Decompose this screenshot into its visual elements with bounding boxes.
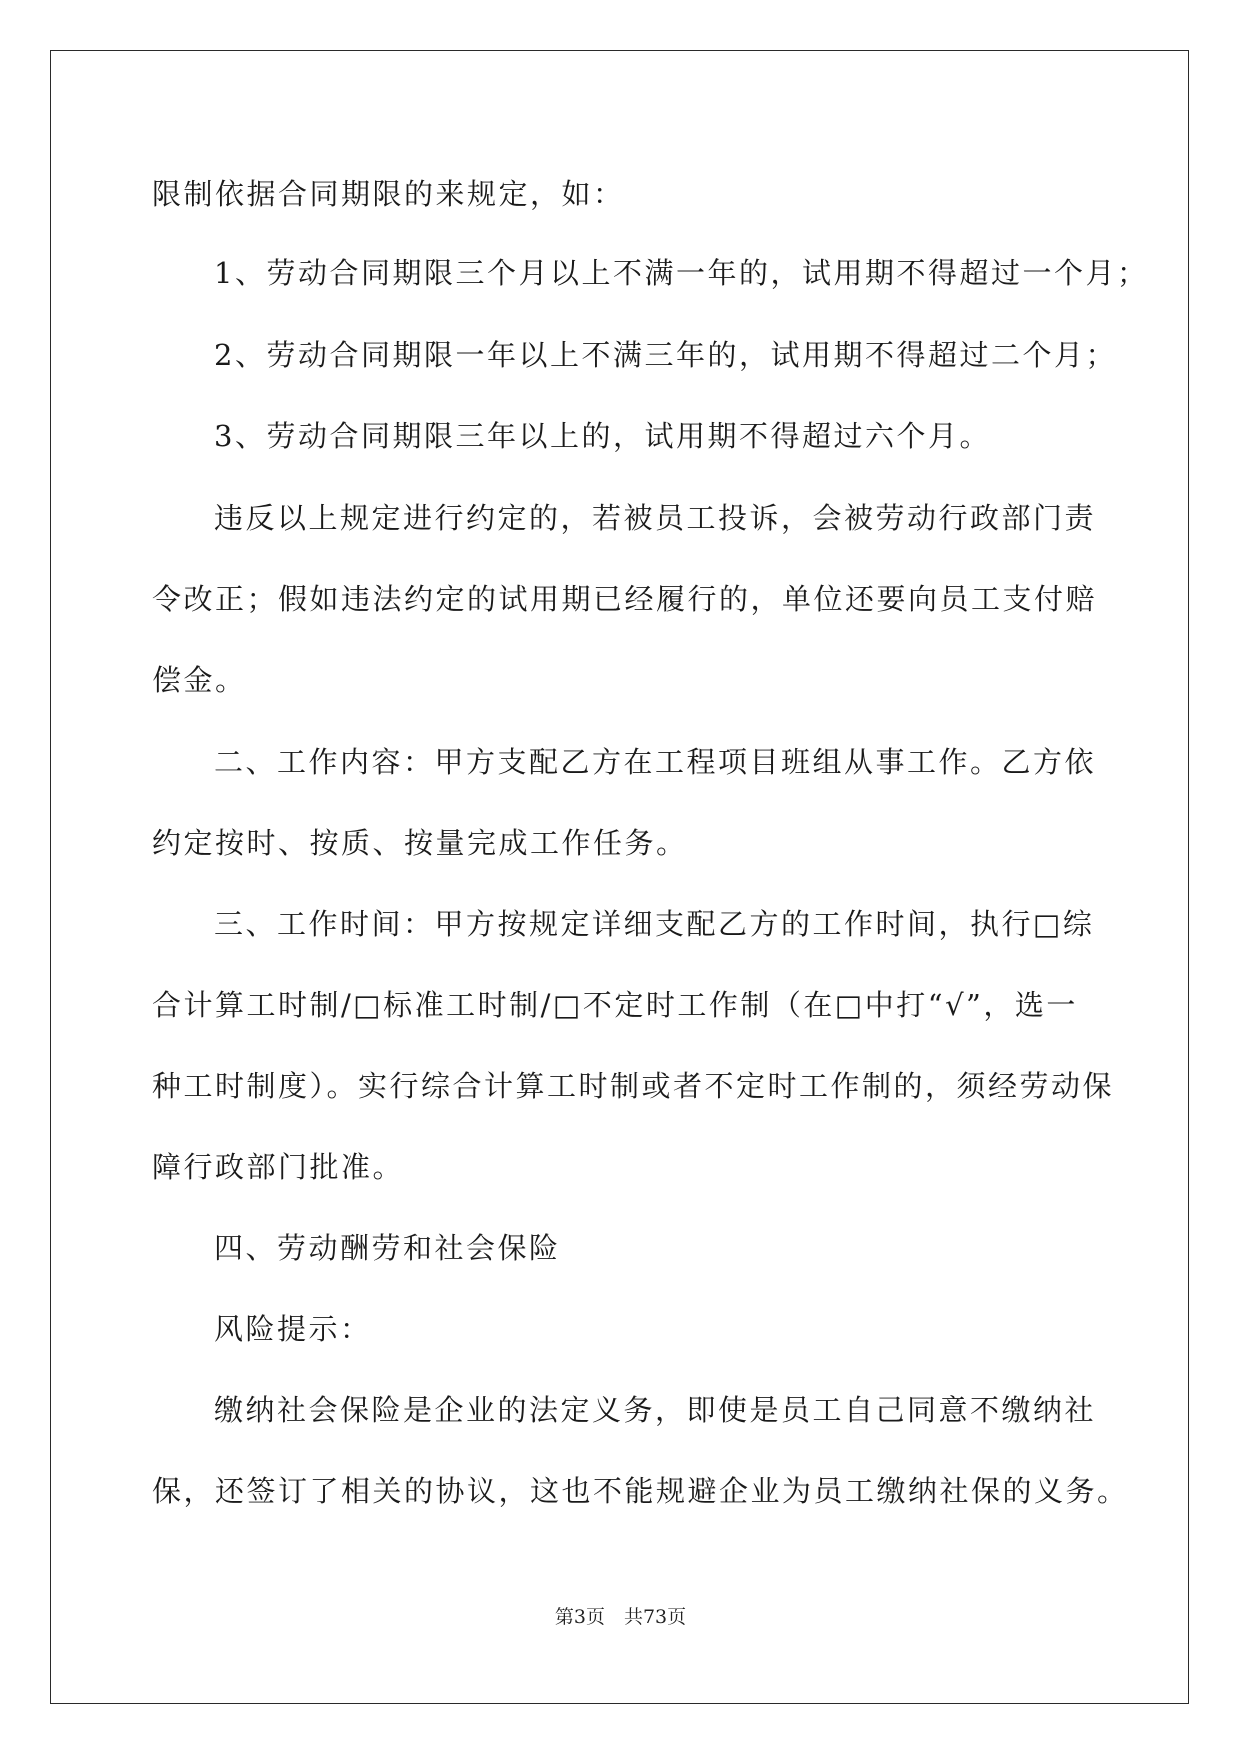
- page-number: 第3页 共73页: [554, 1606, 687, 1628]
- text-line: 1、劳动合同期限三个月以上不满一年的，试用期不得超过一个月；: [214, 256, 1149, 290]
- text-line: 违反以上规定进行约定的，若被员工投诉，会被劳动行政部门责: [214, 501, 1097, 535]
- text-line: 约定按时、按质、按量完成工作任务。: [152, 826, 688, 860]
- text-line: 限制依据合同期限的来规定，如：: [152, 177, 625, 211]
- text-line: 2、劳动合同期限一年以上不满三年的，试用期不得超过二个月；: [214, 338, 1117, 372]
- text-line: 障行政部门批准。: [152, 1150, 405, 1184]
- text-line: 二、工作内容：甲方支配乙方在工程项目班组从事工作。乙方依: [214, 745, 1097, 779]
- text-line: 风险提示：: [214, 1312, 372, 1346]
- text-line: 合计算工时制/□标准工时制/□不定时工作制（在□中打“√”，选一: [152, 988, 1078, 1022]
- page-frame: [50, 50, 1189, 1704]
- text-line: 偿金。: [152, 663, 247, 697]
- text-line: 缴纳社会保险是企业的法定义务，即使是员工自己同意不缴纳社: [214, 1393, 1097, 1427]
- text-line: 三、工作时间：甲方按规定详细支配乙方的工作时间，执行□综: [214, 907, 1095, 941]
- text-line: 保，还签订了相关的协议，这也不能规避企业为员工缴纳社保的义务。: [152, 1474, 1129, 1508]
- text-line: 种工时制度）。实行综合计算工时制或者不定时工作制的，须经劳动保: [152, 1069, 1115, 1103]
- text-line: 3、劳动合同期限三年以上的，试用期不得超过六个月。: [214, 419, 991, 453]
- text-line: 令改正；假如违法约定的试用期已经履行的，单位还要向员工支付赔: [152, 582, 1098, 616]
- text-line: 四、劳动酬劳和社会保险: [214, 1231, 561, 1265]
